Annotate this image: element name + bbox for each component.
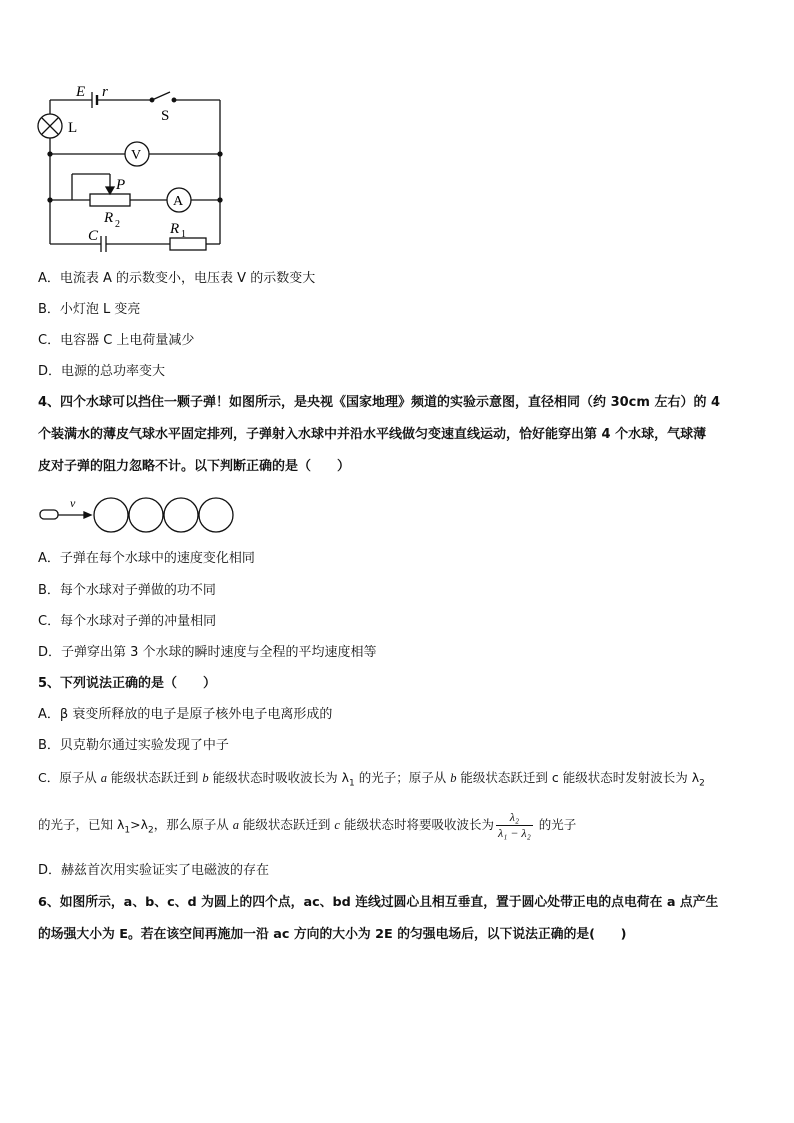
q5c-t3: 能级状态跃迁到 — [106, 770, 203, 785]
q5-option-b: B．贝克勒尔通过实验发现了中子 — [38, 738, 229, 753]
q5c-t9: 能级状态跃迁到 c 能级状态时发射波长为 λ — [456, 770, 700, 785]
q5c2-t9: 能级状态时将要吸收波长为 — [339, 817, 494, 832]
label-P: P — [116, 177, 126, 193]
label-R1-sub: 1 — [181, 229, 186, 240]
q5c-t6: 1 — [349, 778, 355, 789]
fraction-denominator: λ₁ − λ₂ — [497, 826, 531, 840]
label-L: L — [68, 120, 78, 136]
q3-option-c: C．电容器 C 上电荷量减少 — [38, 333, 195, 348]
bullet-water-balloons-figure — [36, 495, 241, 535]
q3-option-d: D．电源的总功率变大 — [38, 364, 166, 379]
label-R1: R — [170, 221, 180, 237]
q5-option-a: A．β 衰变所释放的电子是原子核外电子电离形成的 — [38, 707, 333, 722]
label-A: A — [173, 194, 184, 209]
q4-option-a: A．子弹在每个水球中的速度变化相同 — [38, 551, 255, 566]
q5c2-t8: c — [334, 818, 340, 832]
q5c2-t4: 2 — [147, 825, 154, 836]
q4-stem-line2: 个装满水的薄皮气球水平固定排列，子弹射入水球中并沿水平线做匀变速直线运动，恰好能穿出第 4 个水球，气球薄 — [38, 427, 707, 442]
q5c-t10: 2 — [699, 778, 705, 789]
q5c2-t5: ，那么原子从 — [153, 817, 233, 832]
q5c2-t2: 1 — [124, 825, 131, 836]
q5c-t7: 的光子；原子从 — [354, 770, 451, 785]
velocity-label: v — [70, 496, 76, 510]
q5c2-t1: 的光子，已知 λ — [38, 817, 125, 832]
q5-option-c-line2 — [38, 808, 576, 848]
q4-option-d: D．子弹穿出第 3 个水球的瞬时速度与全程的平均速度相等 — [38, 645, 377, 660]
q5c-t8: b — [450, 771, 457, 785]
q4-option-b: B．每个水球对子弹做的功不同 — [38, 583, 216, 598]
q5c-t4: b — [202, 771, 209, 785]
q4-stem-line1: 4、四个水球可以挡住一颗子弹！如图所示，是央视《国家地理》频道的实验示意图，直径相同（约 30cm 左右）的 4 — [38, 395, 721, 410]
q3-option-b: B．小灯泡 L 变亮 — [38, 302, 141, 317]
q4-stem-line3: 皮对子弹的阻力忽略不计。以下判断正确的是（ ） — [38, 459, 351, 474]
q5c-t1: C．原子从 — [38, 770, 101, 785]
q6-stem-line1: 6、如图所示，a、b、c、d 为圆上的四个点，ac、bd 连线过圆心且相互垂直，置于圆心处带正电的点电荷在 a 点产生 — [38, 895, 719, 910]
q5-option-d: D．赫兹首次用实验证实了电磁波的存在 — [38, 863, 270, 878]
q3-option-a: A．电流表 A 的示数变小，电压表 V 的示数变大 — [38, 271, 316, 286]
q5c-t2: a — [100, 771, 107, 785]
q5c2-t7: 能级状态跃迁到 — [238, 817, 335, 832]
label-C: C — [88, 228, 99, 244]
q4-option-c: C．每个水球对子弹的冲量相同 — [38, 614, 217, 629]
q5c2-t3: >λ — [130, 817, 148, 832]
q5-stem: 5、下列说法正确的是（ ） — [38, 676, 217, 691]
fraction-numerator: λ₂ — [496, 810, 533, 826]
q5c-t5: 能级状态时吸收波长为 λ — [208, 770, 350, 785]
label-E: E — [76, 84, 86, 100]
label-S: S — [161, 108, 170, 124]
q5c2-t6: a — [232, 818, 239, 832]
label-V: V — [131, 148, 142, 163]
label-r: r — [102, 84, 108, 100]
wavelength-fraction — [496, 810, 533, 841]
q5-option-c-line1 — [38, 769, 705, 793]
q5c2-t10: 的光子 — [534, 817, 577, 832]
q6-stem-line2: 的场强大小为 E。若在该空间再施加一沿 ac 方向的大小为 2E 的匀强电场后，以下说法正确的是( ) — [38, 927, 627, 942]
label-R2-sub: 2 — [115, 219, 120, 230]
label-R2: R — [104, 210, 114, 226]
circuit-diagram — [30, 82, 230, 252]
